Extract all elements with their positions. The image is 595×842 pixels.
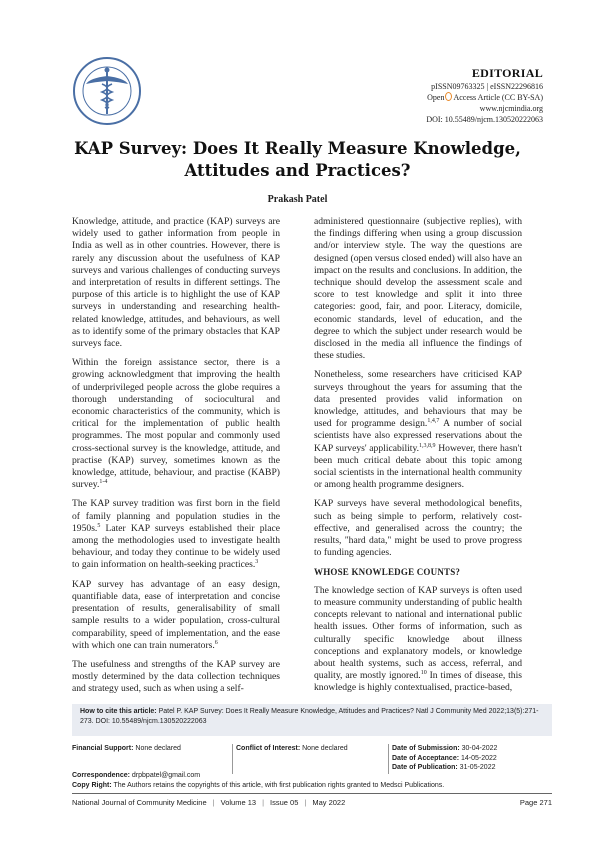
open-label: Open bbox=[427, 93, 445, 102]
article-header bbox=[426, 66, 543, 125]
reference[interactable]: 6 bbox=[214, 639, 218, 646]
paragraph: Nonetheless, some researchers have criticised KAP surveys throughout the years for assuming that the data presented provides valid information on knowledge, attitudes, and behaviours that may be used for programme design.$^{1,4,7}$ A number of social scientists have also expressed reservations about the KAP surveys' applicability.$^{1,3,8,9}$ However, there hasn't been much critical debate about this topic among social scientists in the international health community or among health programme designers. bbox=[314, 369, 523, 491]
reference[interactable]: 10 bbox=[420, 669, 427, 676]
website-link[interactable]: www.njcmindia.org bbox=[479, 104, 543, 113]
paragraph: KAP survey has advantage of an easy design, quantifiable data, ease of interpretation and concise presentation of results, generalisability of small sample results to a wider population, cross-cultural comparability, speed of implementation, and the ease with which one can train numerators.$^6$ bbox=[72, 578, 280, 651]
author-name: Prakash Patel bbox=[267, 194, 328, 205]
citation-text: Patel P. KAP Survey: Does It Really Measure Knowledge, Attitudes and Practices? Natl J Community Med 2022;13(5):271-273. DOI: 10.55489/njcm.130520222063 bbox=[80, 708, 539, 725]
page-footer: National Journal of Community Medicine | Volume 13 | Issue 05 | May 2022 Page 271 bbox=[72, 798, 552, 807]
publication-dates bbox=[388, 744, 497, 774]
paragraph: administered questionnaire (subjective replies), with the findings differing when using a group discussion and/or interview style. The way the questions are designed (open versus closed ended) will also have an impact on the results and conclusions. In addition, the technique should develop the assessment scale and score to test knowledge and split it into three categories: good, fair, and poor. Literacy, domicile, economic standards, level of education, and the degree to which the subject under research would be disclosed in the media all influence the findings of these studies. bbox=[314, 216, 522, 362]
body-column-right bbox=[314, 216, 522, 702]
date-submission: Date of Submission: 30-04-2022 bbox=[392, 745, 498, 752]
correspondence-line: Correspondence: drpbpatel@gmail.com bbox=[72, 772, 201, 779]
title-line-2: Attitudes and Practices? bbox=[184, 161, 411, 180]
paragraph: The usefulness and strengths of the KAP survey are mostly determined by the data collection techniques and strategy used, such as when using a self- bbox=[72, 658, 280, 695]
footer-date: May 2022 bbox=[312, 798, 346, 807]
reference[interactable]: 3 bbox=[255, 559, 259, 566]
footer-divider bbox=[72, 793, 552, 794]
paragraph: KAP surveys have several methodological benefits, such as being simple to perform, relatively cost-effective, and generalised across the country; the results, "hard data," might be used to prove progress to funding agencies. bbox=[314, 498, 522, 559]
page-number: Page 271 bbox=[519, 798, 552, 807]
reference[interactable]: 1-4 bbox=[99, 479, 108, 486]
article-title bbox=[72, 138, 523, 182]
open-access-icon bbox=[445, 92, 452, 101]
copyright-line: Copy Right: The Authors retains the copyrights of this article, with first publication rights granted to Medsci Publications. bbox=[72, 782, 445, 789]
reference[interactable]: 5 bbox=[97, 522, 101, 529]
paragraph: The KAP survey tradition was first born in the field of family planning and population studies in the 1950s.$^5$ Later KAP surveys established their place among the methodologies used to investigate health behaviour, and today they continue to be widely used to gain information on health-seeking practices.$^3$ bbox=[72, 498, 280, 571]
date-publication: Date of Publication: 31-05-2022 bbox=[392, 764, 496, 771]
financial-support: Financial Support: None declared bbox=[72, 745, 181, 752]
doi-line[interactable]: DOI: 10.55489/njcm.130520222063 bbox=[426, 115, 543, 124]
citation-label: How to cite this article: bbox=[80, 708, 157, 715]
footer-journal: National Journal of Community Medicine bbox=[72, 798, 207, 807]
reference[interactable]: 1,3,8,9 bbox=[419, 442, 436, 449]
issn-line: pISSN09763325 | eISSN22296816 bbox=[431, 82, 543, 91]
journal-logo bbox=[72, 56, 142, 126]
footer-volume: Volume 13 bbox=[220, 798, 257, 807]
footer-issue: Issue 05 bbox=[270, 798, 299, 807]
paragraph: Within the foreign assistance sector, there is a growing acknowledgment that improving the health of underprivileged people across the globe requires a thorough understanding of sociocultural and economic characteristics of the community, which is critical for the implementation of public health programmes. The most popular and commonly used cross-sectional survey is the knowledge, attitude, and practise (KAP) survey, sometimes known as the knowledge, attitude, behaviour, and practise (KABP) survey.$^{1-4}$ bbox=[72, 357, 280, 491]
correspondence-block bbox=[72, 771, 444, 791]
reference[interactable]: 1,4,7 bbox=[427, 418, 440, 425]
date-acceptance: Date of Acceptance: 14-05-2022 bbox=[392, 754, 497, 762]
correspondence-email[interactable]: drpbpatel@gmail.com bbox=[129, 772, 201, 779]
section-heading: WHOSE KNOWLEDGE COUNTS? bbox=[314, 567, 461, 578]
citation-box bbox=[72, 704, 552, 736]
paragraph: Knowledge, attitude, and practice (KAP) surveys are widely used to gather information from people in India as well as in other countries. However, there is rarely any discussion about the usefulness of KAP surveys and various challenges of conducting surveys and interpretation of results in different settings. The purpose of this article is to highlight the use of KAP surveys in understanding and researching health-related knowledge, attitudes, and behaviours, as well as to identify some of the primary obstacles that KAP surveys face. bbox=[72, 216, 280, 350]
title-line-1: KAP Survey: Does It Really Measure Knowledge, bbox=[74, 139, 521, 158]
conflict-of-interest: Conflict of Interest: None declared bbox=[232, 744, 348, 774]
section-label: EDITORIAL bbox=[471, 66, 543, 80]
paragraph: The knowledge section of KAP surveys is often used to measure community understanding of public health concepts relevant to national and international public health issues. Other forms of information, such as culturally specific knowledge about illness conceptions and explanatory models, or knowledge about health systems, such as access, referral, and quality, are mostly ignored.$^{10}$ In times of disease, this knowledge is highly contextualised, practice-based, bbox=[314, 584, 522, 694]
access-label: Access Article (CC BY-SA) bbox=[453, 93, 543, 102]
caduceus-icon bbox=[72, 56, 142, 126]
open-access-line bbox=[426, 92, 543, 103]
body-column-left bbox=[72, 216, 280, 703]
